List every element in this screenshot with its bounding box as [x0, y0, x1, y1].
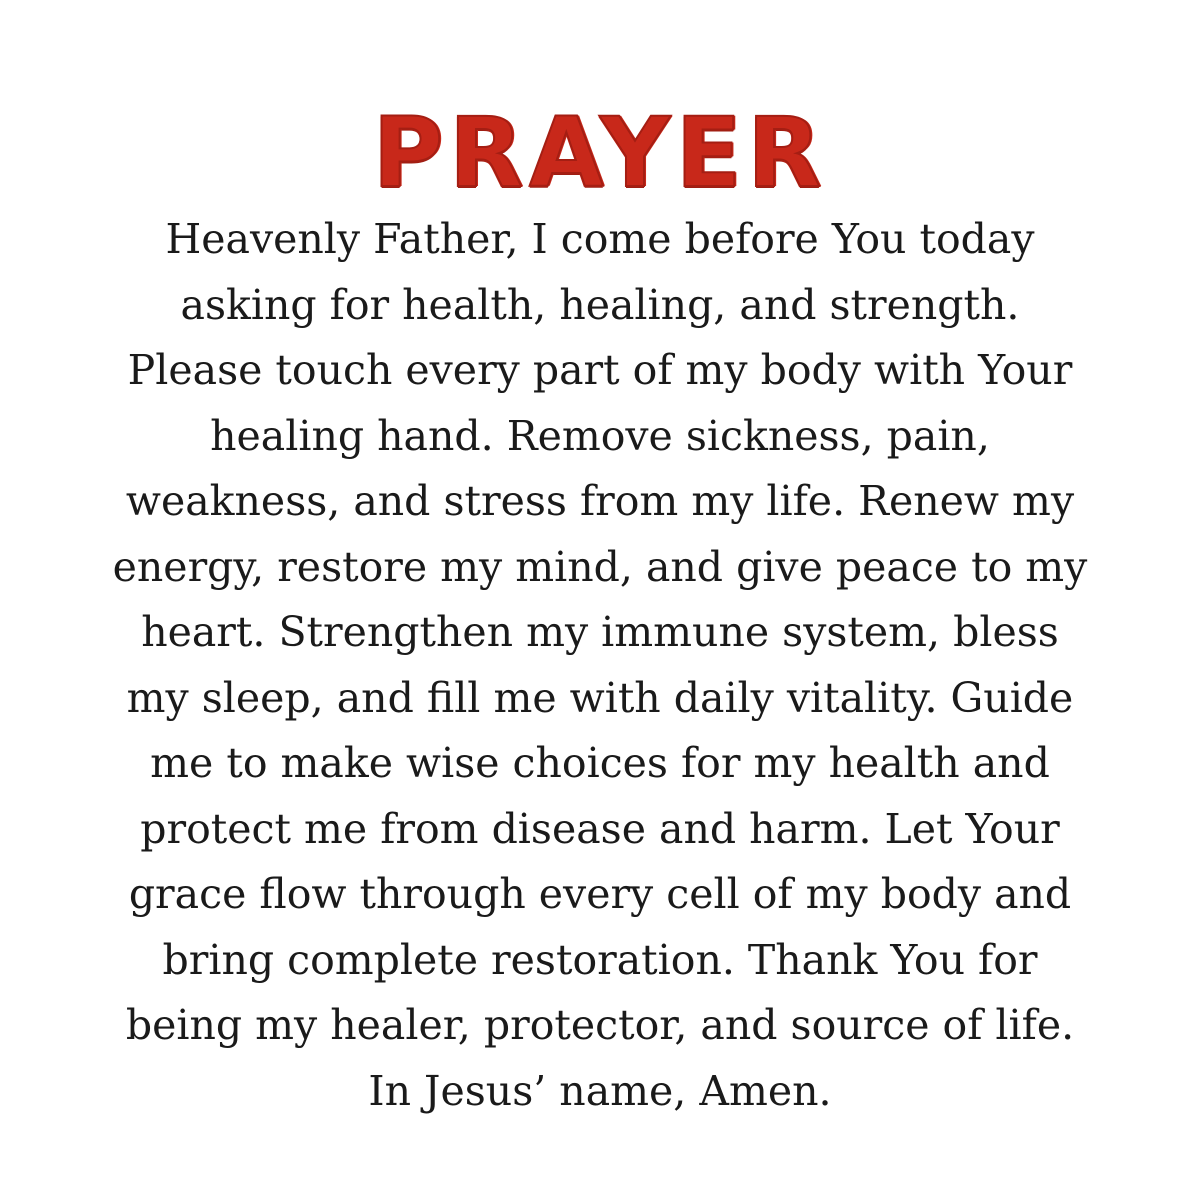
prayer-line: grace flow through every cell of my body and — [128, 870, 1072, 918]
prayer-line: Please touch every part of my body with Your — [127, 346, 1073, 394]
prayer-text — [60, 207, 1140, 1124]
prayer-line: being my healer, protector, and source of life. — [125, 1001, 1075, 1049]
prayer-line: bring complete restoration. Thank You for — [162, 935, 1038, 984]
prayer-line: protect me from disease and harm. Let Your — [140, 804, 1060, 853]
prayer-line: heart. Strengthen my immune system, bless — [141, 608, 1059, 656]
prayer-line: Heavenly Father, I come before You today — [165, 215, 1035, 263]
prayer-line: weakness, and stress from my life. Renew my — [125, 477, 1075, 525]
prayer-line: asking for health, healing, and strength. — [180, 280, 1020, 329]
prayer-line: healing hand. Remove sickness, pain, — [210, 411, 990, 460]
prayer-line: In Jesus’ name, Amen. — [368, 1066, 832, 1115]
prayer-line: me to make wise choices for my health and — [150, 739, 1050, 787]
page-title: PRAYER — [372, 97, 828, 210]
prayer-line: energy, restore my mind, and give peace to my — [112, 542, 1088, 591]
prayer-line: my sleep, and fill me with daily vitality. Guide — [126, 673, 1074, 722]
